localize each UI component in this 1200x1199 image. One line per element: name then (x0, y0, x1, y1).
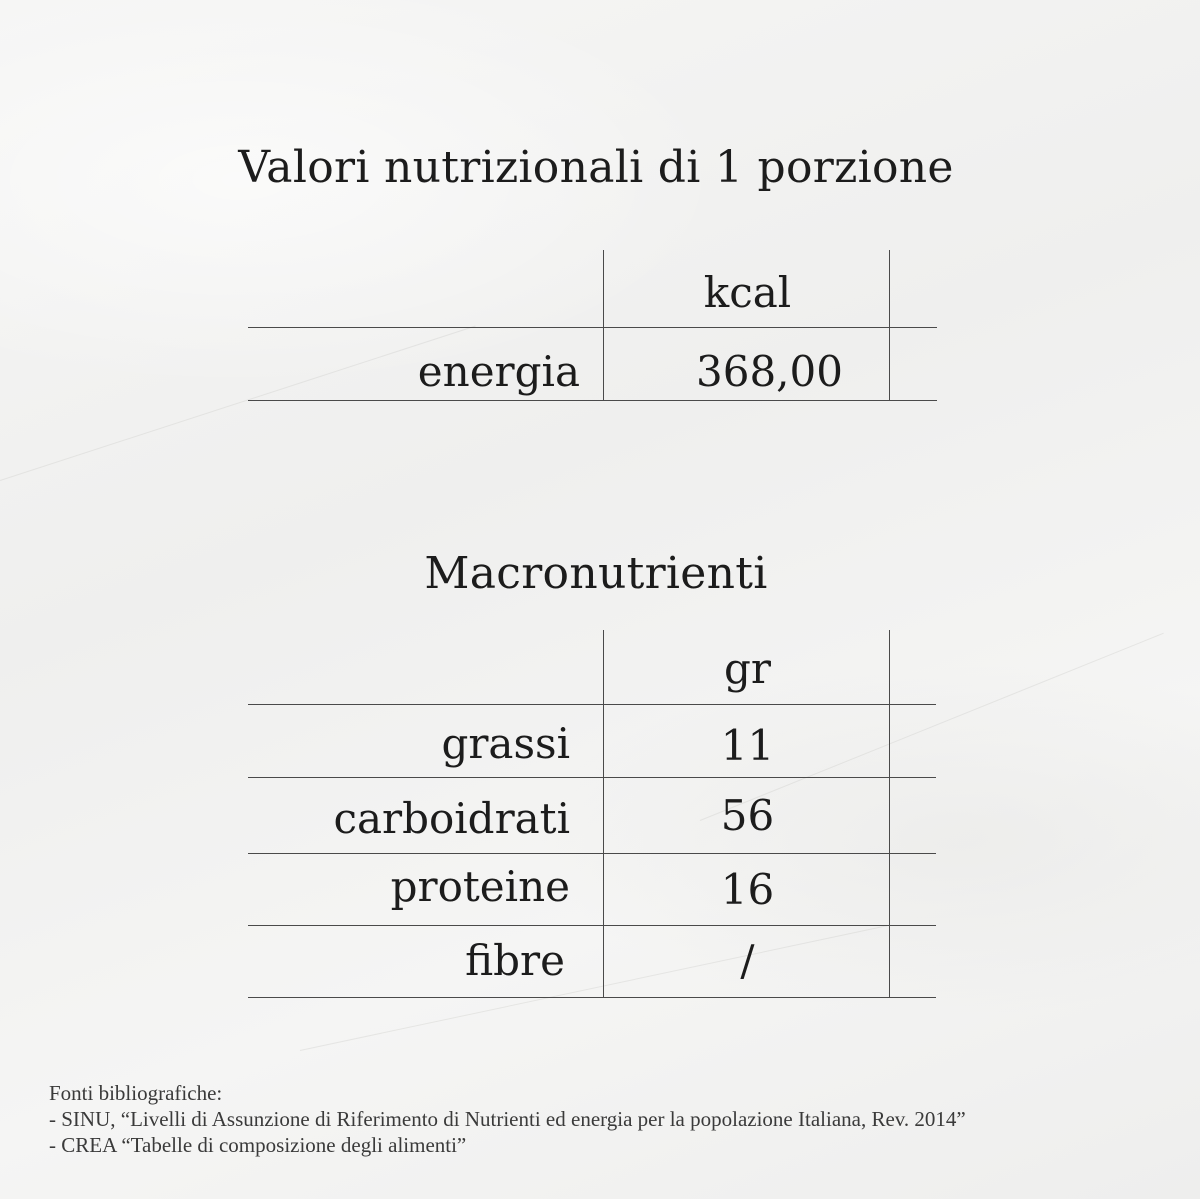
macro-row-value: 11 (720, 721, 775, 770)
marble-texture (0, 326, 476, 481)
table-row-divider (248, 400, 937, 401)
table-row-divider (248, 997, 936, 998)
footnote-source: - CREA “Tabelle di composizione degli alimenti” (49, 1133, 467, 1157)
bibliography-footnote (49, 1080, 966, 1158)
macro-row-label: carboidrati (333, 794, 570, 843)
macro-row-label: grassi (441, 719, 570, 768)
macro-unit-header: gr (724, 644, 771, 693)
macro-row-value: / (740, 936, 755, 985)
energy-unit-header: kcal (703, 268, 792, 317)
footnote-source: - SINU, “Livelli di Assunzione di Riferimento di Nutrienti ed energia per la popolazione Italiana, Rev. 2014” (49, 1107, 966, 1131)
table-row-divider (248, 853, 936, 854)
macro-row-value: 56 (720, 791, 775, 840)
energy-row-value: 368,00 (696, 347, 843, 396)
table-row-divider (248, 925, 936, 926)
macro-section-title: Macronutrienti (424, 548, 768, 599)
energy-row-label: energia (417, 347, 580, 396)
footnote-heading: Fonti bibliografiche: (49, 1081, 223, 1105)
table-row-divider (248, 777, 936, 778)
macro-row-value: 16 (720, 865, 775, 914)
macro-row-label: proteine (390, 862, 570, 911)
table-row-divider (248, 704, 936, 705)
table-row-divider (248, 327, 937, 328)
energy-section-title: Valori nutrizionali di 1 porzione (238, 142, 954, 193)
macro-row-label: fibre (465, 936, 565, 985)
